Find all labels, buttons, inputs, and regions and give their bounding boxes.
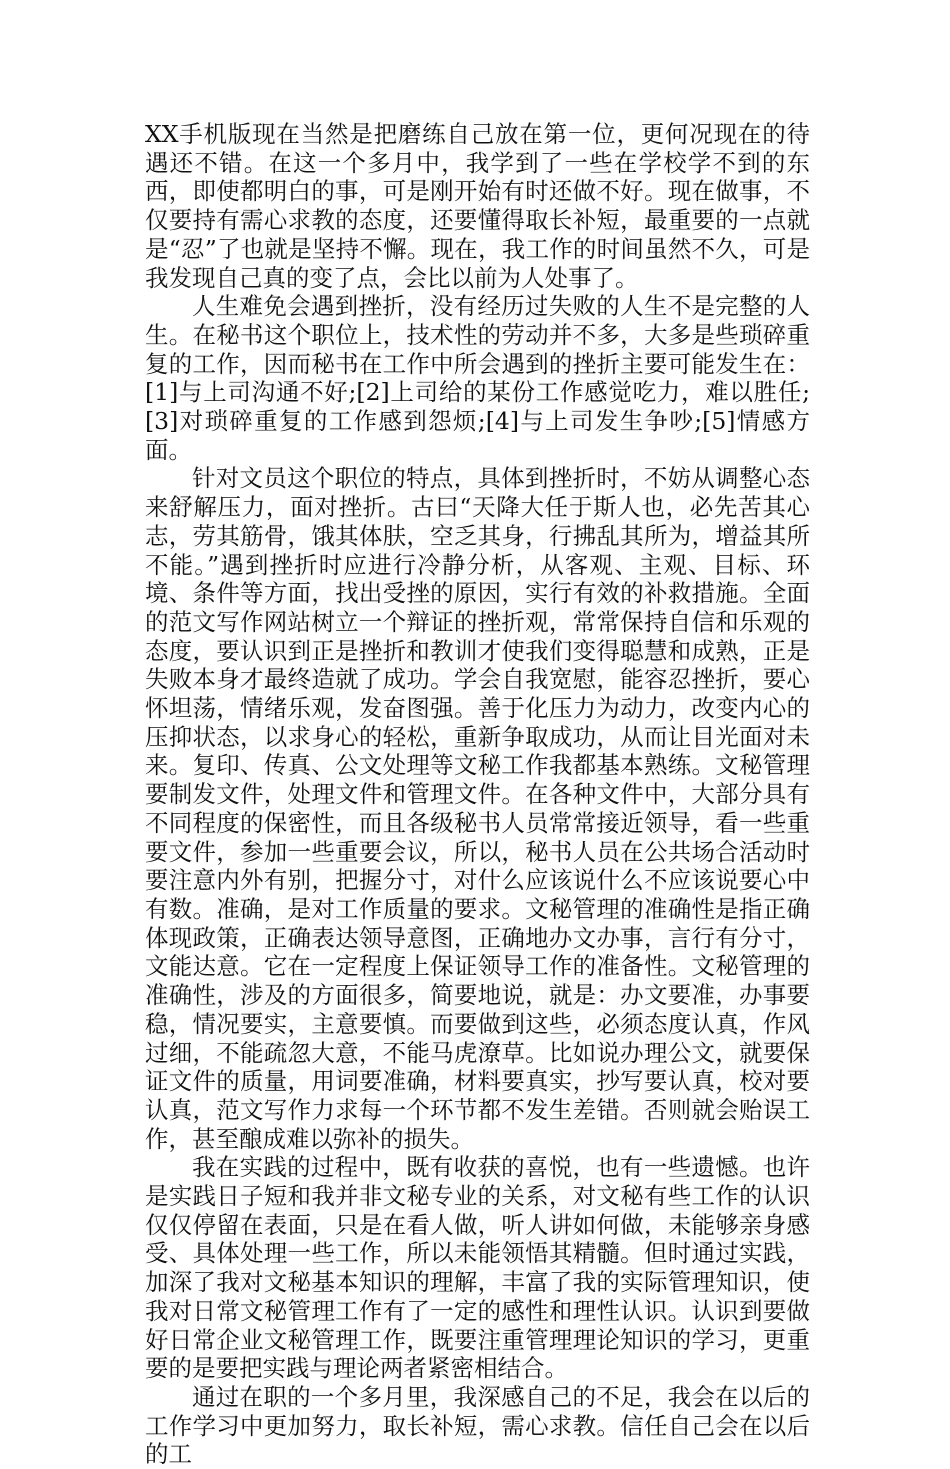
paragraph-3: 针对文员这个职位的特点，具体到挫折时，不妨从调整心态来舒解压力，面对挫折。古曰“天降大任于斯人也，必先苦其心志，劳其筋骨，饿其体肤，空乏其身，行拂乱其所为，增益其所不能。”遇到挫折时应进行冷静分析，从客观、主观、目标、环境、条件等方面，找出受挫的原因，实行有效的补救措施。全面的范文写作网站树立一个辩证的挫折观，常常保持自信和乐观的态度，要认识到正是挫折和教训才使我们变得聪慧和成熟，正是失败本身才最终造就了成功。学会自我宽慰，能容忍挫折，要心怀坦荡，情绪乐观，发奋图强。善于化压力为动力，改变内心的压抑状态，以求身心的轻松，重新争取成功，从而让目光面对未来。复印、传真、公文处理等文秘工作我都基本熟练。文秘管理要制发文件，处理文件和管理文件。在各种文件中，大部分具有不同程度的保密性，而且各级秘书人员常常接近领导，看一些重要文件，参加一些重要会议，所以，秘书人员在公共场合活动时要注意内外有别，把握分寸，对什么应该说什么不应该说要心中有数。准确，是对工作质量的要求。文秘管理的准确性是指正确体现政策，正确表达领导意图，正确地办文办事，言行有分寸，文能达意。它在一定程度上保证领导工作的准备性。文秘管理的准确性，涉及的方面很多，简要地说，就是：办文要准，办事要稳，情况要实，主意要慎。而要做到这些，必须态度认真，作风过细，不能疏忽大意，不能马虎潦草。比如说办理公文，就要保证文件的质量，用词要准确，材料要真实，抄写要认真，校对要认真，范文写作力求每一个环节都不发生差错。否则就会贻误工作，甚至酿成难以弥补的损失。: [145, 464, 810, 1153]
document-body: [145, 120, 810, 1469]
paragraph-2: 人生难免会遇到挫折，没有经历过失败的人生不是完整的人生。在秘书这个职位上，技术性的劳动并不多，大多是些琐碎重复的工作，因而秘书在工作中所会遇到的挫折主要可能发生在：[1]与上司沟通不好;[2]上司给的某份工作感觉吃力，难以胜任;[3]对琐碎重复的工作感到怨烦;[4]与上司发生争吵;[5]情感方面。: [145, 292, 810, 464]
paragraph-1: XX手机版现在当然是把磨练自己放在第一位，更何况现在的待遇还不错。在这一个多月中，我学到了一些在学校学不到的东西，即使都明白的事，可是刚开始有时还做不好。现在做事，不仅要持有需心求教的态度，还要懂得取长补短，最重要的一点就是“忍”了也就是坚持不懈。现在，我工作的时间虽然不久，可是我发现自己真的变了点，会比以前为人处事了。: [145, 120, 810, 292]
paragraph-4: 我在实践的过程中，既有收获的喜悦，也有一些遗憾。也许是实践日子短和我并非文秘专业的关系，对文秘有些工作的认识仅仅停留在表面，只是在看人做，听人讲如何做，未能够亲身感受、具体处理一些工作，所以未能领悟其精髓。但时通过实践，加深了我对文秘基本知识的理解，丰富了我的实际管理知识，使我对日常文秘管理工作有了一定的感性和理性认识。认识到要做好日常企业文秘管理工作，既要注重管理理论知识的学习，更重要的是要把实践与理论两者紧密相结合。: [145, 1153, 810, 1383]
paragraph-5: 通过在职的一个多月里，我深感自己的不足，我会在以后的工作学习中更加努力，取长补短，需心求教。信任自己会在以后的工: [145, 1382, 810, 1469]
